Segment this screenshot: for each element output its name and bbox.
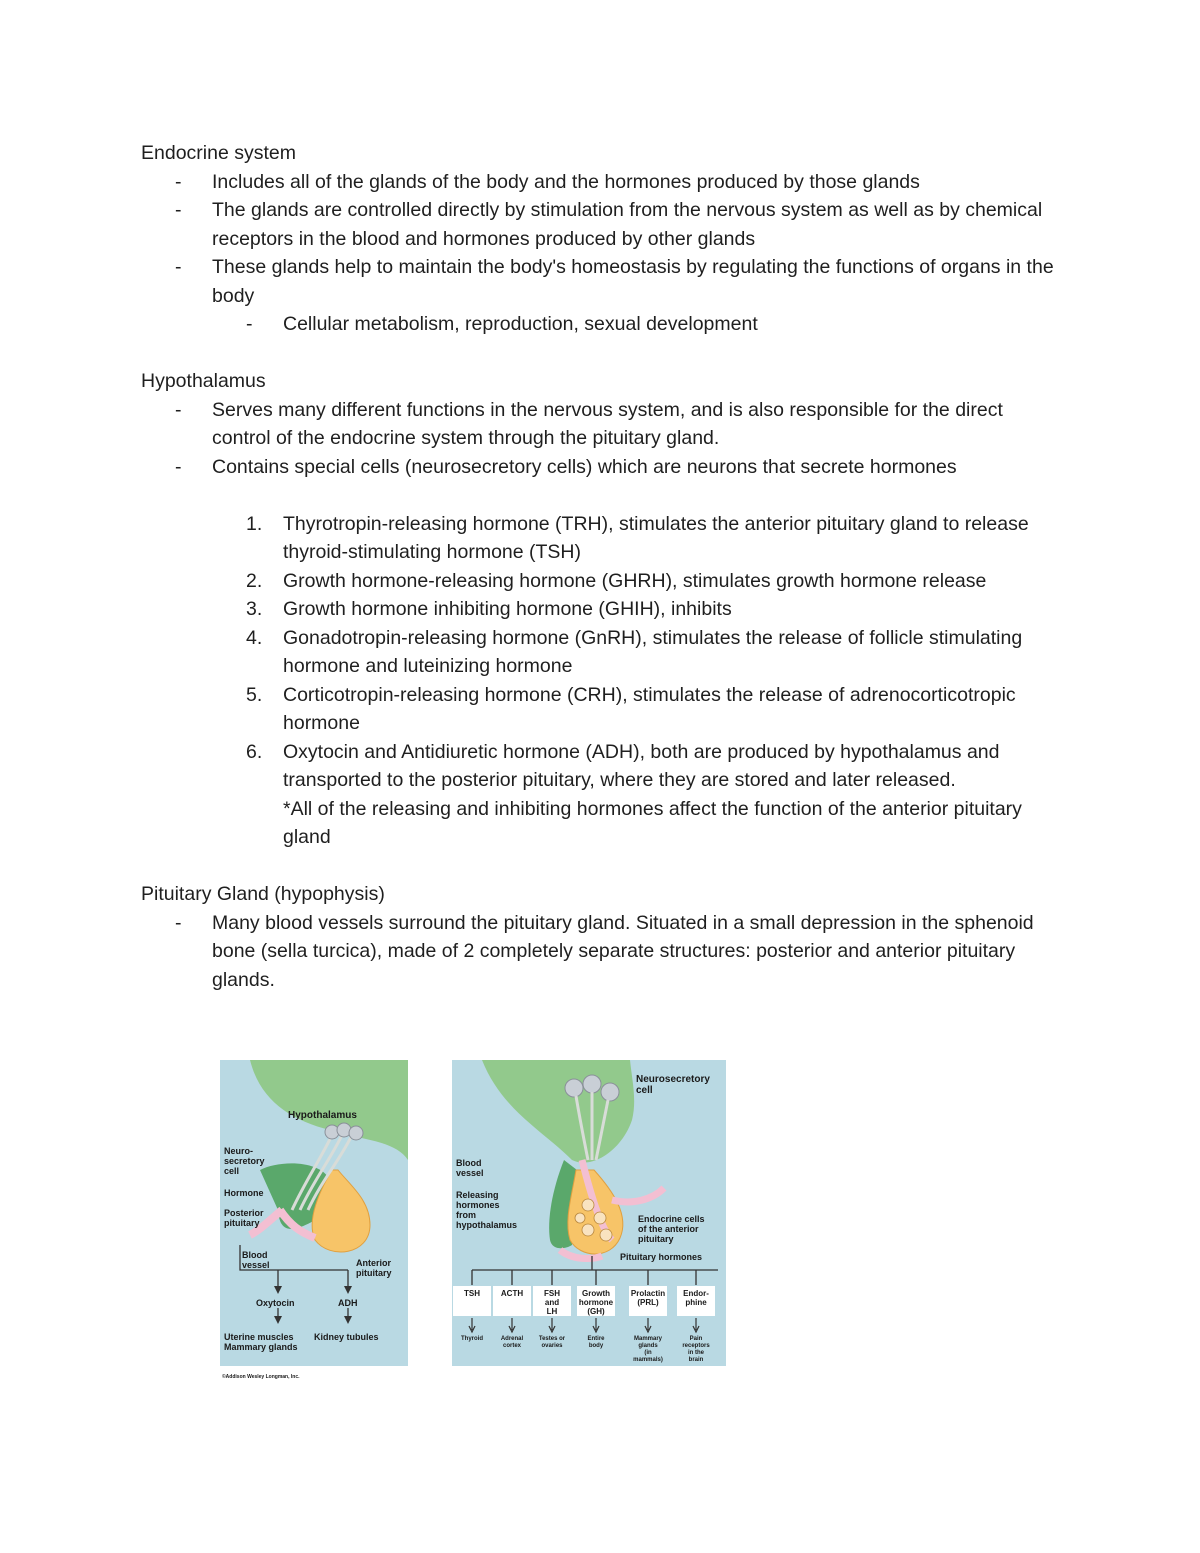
label-blood-1: Blood	[242, 1250, 268, 1260]
target-label: Pain	[689, 1336, 703, 1342]
item-note: *All of the releasing and inhibiting hormones affect the function of the anterior pituitary gland	[283, 797, 1022, 848]
target-label: body	[588, 1343, 604, 1349]
posterior-pituitary-diagram	[220, 1060, 410, 1382]
section-heading-hypothalamus: Hypothalamus	[141, 370, 266, 392]
figure-anterior-pituitary	[452, 1060, 728, 1370]
hormone-label: phine	[685, 1298, 707, 1307]
label-endocrine-3: pituitary	[638, 1234, 674, 1244]
label-oxytocin: Oxytocin	[256, 1298, 295, 1308]
section-heading-endocrine: Endocrine system	[141, 142, 296, 164]
list-item: - Includes all of the glands of the body and the hormones produced by those glands	[212, 168, 1061, 197]
hypothalamus-bullets	[141, 396, 1061, 482]
label-neuro-1: Neuro-	[224, 1146, 253, 1156]
hormone-label: (PRL)	[637, 1298, 659, 1307]
item-number: 3.	[246, 598, 263, 620]
hormone-label: (GH)	[587, 1307, 605, 1316]
item-text: Thyrotropin-releasing hormone (TRH), stimulates the anterior pituitary gland to release thyroid-stimulating hormone (TSH)	[283, 512, 1029, 563]
label-neurosecretory-2: cell	[636, 1085, 653, 1096]
label-posterior-2: pituitary	[224, 1218, 260, 1228]
item-number: 2.	[246, 569, 263, 592]
label-pituitary-hormones: Pituitary hormones	[620, 1252, 703, 1262]
target-label: in the	[688, 1350, 704, 1356]
target-label: glands	[638, 1343, 658, 1349]
endocrine-bullets	[141, 168, 1061, 339]
label-neuro-2: secretory	[224, 1156, 265, 1166]
hormone-label: hormone	[578, 1298, 614, 1307]
label-endocrine-2: of the anterior	[638, 1224, 699, 1234]
item-number: 6.	[246, 740, 263, 763]
target-label: brain	[688, 1357, 704, 1363]
hormone-numbered-list	[141, 510, 1061, 852]
item-number: 5.	[246, 683, 263, 706]
hormone-label: LH	[546, 1307, 558, 1316]
section-heading-pituitary: Pituitary Gland (hypophysis)	[141, 883, 385, 905]
target-label: (in	[644, 1350, 652, 1356]
label-hypothalamus: Hypothalamus	[288, 1110, 357, 1121]
numbered-item	[246, 595, 1061, 624]
hormone-label: ACTH	[500, 1289, 524, 1298]
sub-list-item: - Cellular metabolism, reproduction, sexual development	[283, 310, 1061, 339]
label-uterine: Uterine muscles	[224, 1332, 294, 1342]
hormone-label: FSH	[544, 1289, 560, 1298]
target-label: ovaries	[541, 1343, 563, 1349]
anterior-pituitary-diagram	[452, 1060, 728, 1370]
item-number: 1.	[246, 512, 263, 535]
label-hormone: Hormone	[224, 1188, 264, 1198]
label-releasing-1: Releasing	[456, 1190, 499, 1200]
numbered-item	[246, 738, 1061, 852]
list-item	[212, 253, 1061, 339]
label-blood-2: vessel	[242, 1260, 270, 1270]
label-neurosecretory-1: Neurosecretory	[636, 1074, 710, 1085]
target-label: Adrenal	[500, 1336, 524, 1342]
figures	[220, 1060, 740, 1390]
endocrine-sub-bullets	[212, 310, 1061, 339]
hormone-label: Growth	[582, 1289, 610, 1298]
label-blood-1: Blood	[456, 1158, 482, 1168]
label-posterior-1: Posterior	[224, 1208, 264, 1218]
item-text: Oxytocin and Antidiuretic hormone (ADH), both are produced by hypothalamus and transported to the posterior pituitary, where they are stored and later released.	[283, 740, 1000, 791]
numbered-item	[246, 510, 1061, 567]
list-item: - Many blood vessels surround the pituitary gland. Situated in a small depression in the sphenoid bone (sella turcica), made of 2 completely separate structures: posterior and anterior pituitary glands.	[212, 909, 1061, 995]
list-item: - The glands are controlled directly by stimulation from the nervous system as well as by chemical receptors in the blood and hormones produced by other glands	[212, 196, 1061, 253]
pituitary-bullets	[141, 909, 1061, 995]
target-label: cortex	[502, 1343, 522, 1349]
hormone-label: and	[544, 1298, 560, 1307]
figure-posterior-pituitary	[220, 1060, 410, 1382]
item-text: Growth hormone-releasing hormone (GHRH), stimulates growth hormone release	[283, 569, 987, 592]
hormone-label: TSH	[464, 1289, 480, 1298]
item-text: Growth hormone inhibiting hormone (GHIH), inhibits	[283, 598, 732, 620]
target-label: Thyroid	[461, 1336, 483, 1342]
item-text: Gonadotropin-releasing hormone (GnRH), stimulates the release of follicle stimulating hormone and luteinizing hormone	[283, 626, 1023, 677]
hormone-label: Endor-	[683, 1289, 709, 1298]
label-adh: ADH	[338, 1298, 358, 1308]
target-label: Testes or	[538, 1336, 566, 1342]
item-text: Corticotropin-releasing hormone (CRH), stimulates the release of adrenocorticotropic hormone	[283, 683, 1016, 734]
target-label: mammals)	[633, 1357, 663, 1363]
list-item: - Contains special cells (neurosecretory cells) which are neurons that secrete hormones	[212, 453, 1061, 482]
numbered-item	[246, 624, 1061, 681]
target-label: receptors	[682, 1343, 710, 1349]
label-releasing-3: from	[456, 1210, 476, 1220]
target-label: Mammary	[633, 1336, 663, 1342]
label-mammary: Mammary glands	[224, 1342, 298, 1352]
list-item-text: These glands help to maintain the body's homeostasis by regulating the functions of organs in the body	[212, 256, 1054, 307]
numbered-item	[246, 567, 1061, 596]
label-releasing-4: hypothalamus	[456, 1220, 518, 1230]
label-neuro-3: cell	[224, 1166, 240, 1176]
label-releasing-2: hormones	[456, 1200, 500, 1210]
item-number: 4.	[246, 626, 263, 649]
numbered-item	[246, 681, 1061, 738]
figure-credit: ©Addison Wesley Longman, Inc.	[222, 1374, 300, 1380]
hormone-label: Prolactin	[630, 1289, 666, 1298]
document-body	[141, 139, 1061, 994]
list-item: - Serves many different functions in the nervous system, and is also responsible for the direct control of the endocrine system through the pituitary gland.	[212, 396, 1061, 453]
label-endocrine-1: Endocrine cells	[638, 1214, 705, 1224]
label-blood-2: vessel	[456, 1168, 484, 1178]
label-anterior-1: Anterior	[356, 1258, 392, 1268]
target-label: Entire	[587, 1336, 605, 1342]
label-kidney: Kidney tubules	[314, 1332, 379, 1342]
label-anterior-2: pituitary	[356, 1268, 392, 1278]
